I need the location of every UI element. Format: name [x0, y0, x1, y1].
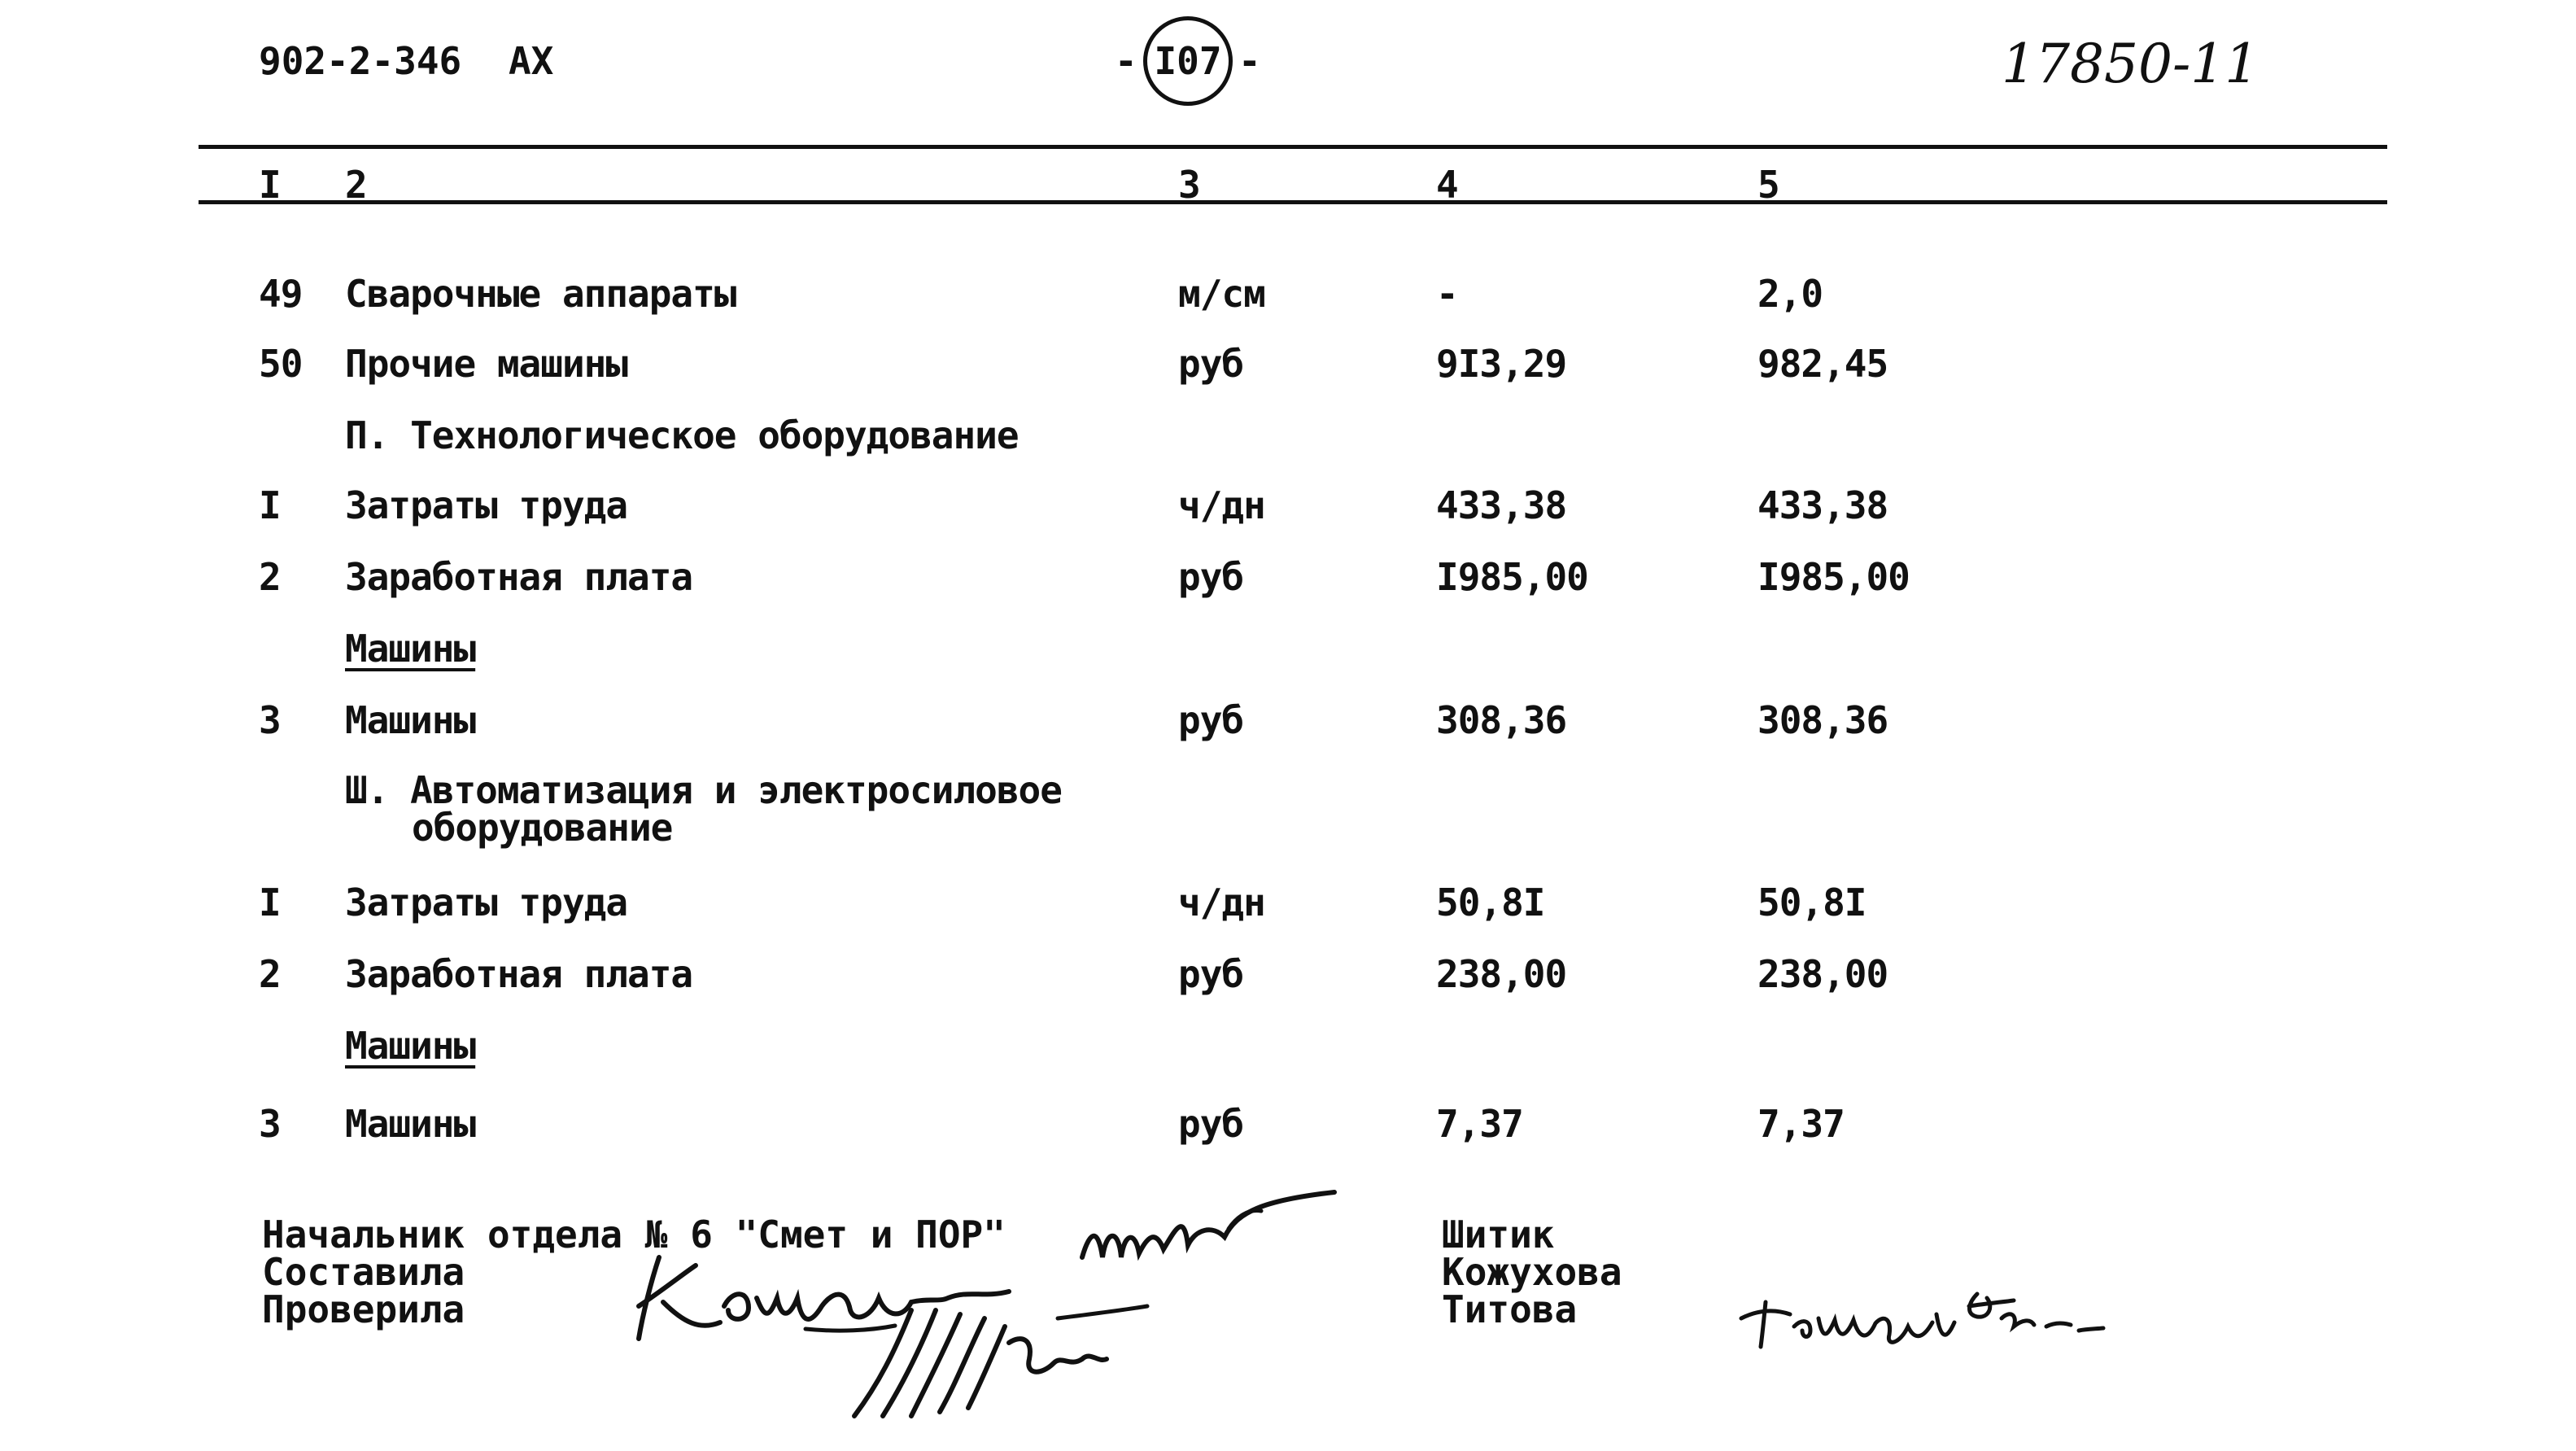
s2-row-1-name: Затраты труда [345, 483, 628, 527]
row-50-col5: 982,45 [1757, 342, 1888, 386]
s3-row-2-unit: руб [1178, 952, 1244, 996]
s2-row-2-unit: руб [1178, 555, 1244, 599]
s3-row-3-num: 3 [259, 1102, 281, 1146]
column-number-2: 2 [345, 163, 368, 207]
s3-row-1-name: Затраты труда [345, 881, 628, 924]
archive-number: 17850-11 [2002, 33, 2259, 95]
column-number-3: 3 [1178, 163, 1201, 207]
s3-row-3-name: Машины [345, 1102, 476, 1146]
s3-row-1-col5: 50,8I [1757, 881, 1867, 924]
row-49-col5: 2,0 [1757, 272, 1823, 316]
doc-code-suffix: AX [508, 39, 554, 83]
s2-row-1-num: I [259, 483, 281, 527]
page-number-dash-right: - [1238, 39, 1261, 83]
s3-row-2-name: Заработная плата [345, 952, 693, 996]
s2-row-1-col4: 433,38 [1436, 483, 1567, 527]
section-2-heading: П. Технологическое оборудование [345, 413, 1019, 457]
s2-row-1-col5: 433,38 [1757, 483, 1888, 527]
row-49-num: 49 [259, 272, 303, 316]
column-number-5: 5 [1757, 163, 1780, 207]
role-compiled-by: Составила [262, 1250, 465, 1294]
s2-row-3-unit: руб [1178, 698, 1244, 742]
page-number-dash-left: - [1115, 39, 1137, 83]
row-50-num: 50 [259, 342, 303, 386]
s2-row-1-unit: ч/дн [1178, 483, 1265, 527]
column-header-rule [199, 200, 2387, 204]
s2-row-2-name: Заработная плата [345, 555, 693, 599]
s2-row-3-name: Машины [345, 698, 476, 742]
footer-names [1442, 1213, 1622, 1331]
signature-checked-by [846, 1294, 1172, 1424]
s2-row-3-num: 3 [259, 698, 281, 742]
s2-row-2-num: 2 [259, 555, 281, 599]
s3-row-2-col5: 238,00 [1757, 952, 1888, 996]
s2-row-2-col4: I985,00 [1436, 555, 1588, 599]
s3-row-3-col5: 7,37 [1757, 1102, 1845, 1146]
s3-row-1-col4: 50,8I [1436, 881, 1545, 924]
s3-machines-subheading: Машины [345, 1024, 476, 1068]
row-50-unit: руб [1178, 342, 1244, 386]
section-3-heading: Ш. Автоматизация и электросиловое [345, 768, 1062, 812]
name-titova: Титова [1442, 1287, 1578, 1331]
doc-code [259, 39, 553, 83]
page-number: I07 [1154, 39, 1222, 83]
section-3-heading-line2: оборудование [412, 806, 673, 850]
signature-stankevich [1733, 1270, 2107, 1367]
s2-row-2-col5: I985,00 [1757, 555, 1910, 599]
row-49-unit: м/см [1178, 272, 1265, 316]
s3-row-3-col4: 7,37 [1436, 1102, 1523, 1146]
name-shitik: Шитик [1442, 1213, 1555, 1257]
s2-row-3-col5: 308,36 [1757, 698, 1888, 742]
row-49-col4: - [1436, 272, 1458, 316]
s3-row-2-col4: 238,00 [1436, 952, 1567, 996]
s2-machines-subheading: Машины [345, 627, 476, 671]
row-50-name: Прочие машины [345, 342, 628, 386]
s3-row-2-num: 2 [259, 952, 281, 996]
role-checked-by: Проверила [262, 1287, 465, 1331]
s2-row-3-col4: 308,36 [1436, 698, 1567, 742]
doc-code-number: 902-2-346 [259, 39, 462, 83]
top-rule [199, 145, 2387, 149]
s3-row-1-unit: ч/дн [1178, 881, 1265, 924]
s3-row-1-num: I [259, 881, 281, 924]
role-head-of-department: Начальник отдела № 6 "Смет и ПОР" [262, 1213, 1006, 1257]
name-kozhukhova: Кожухова [1442, 1250, 1622, 1294]
row-49-name: Сварочные аппараты [345, 272, 736, 316]
s3-row-3-unit: руб [1178, 1102, 1244, 1146]
row-50-col4: 9I3,29 [1436, 342, 1567, 386]
column-number-4: 4 [1436, 163, 1459, 207]
column-number-1: I [259, 163, 282, 207]
signature-head-of-department [1074, 1180, 1343, 1278]
